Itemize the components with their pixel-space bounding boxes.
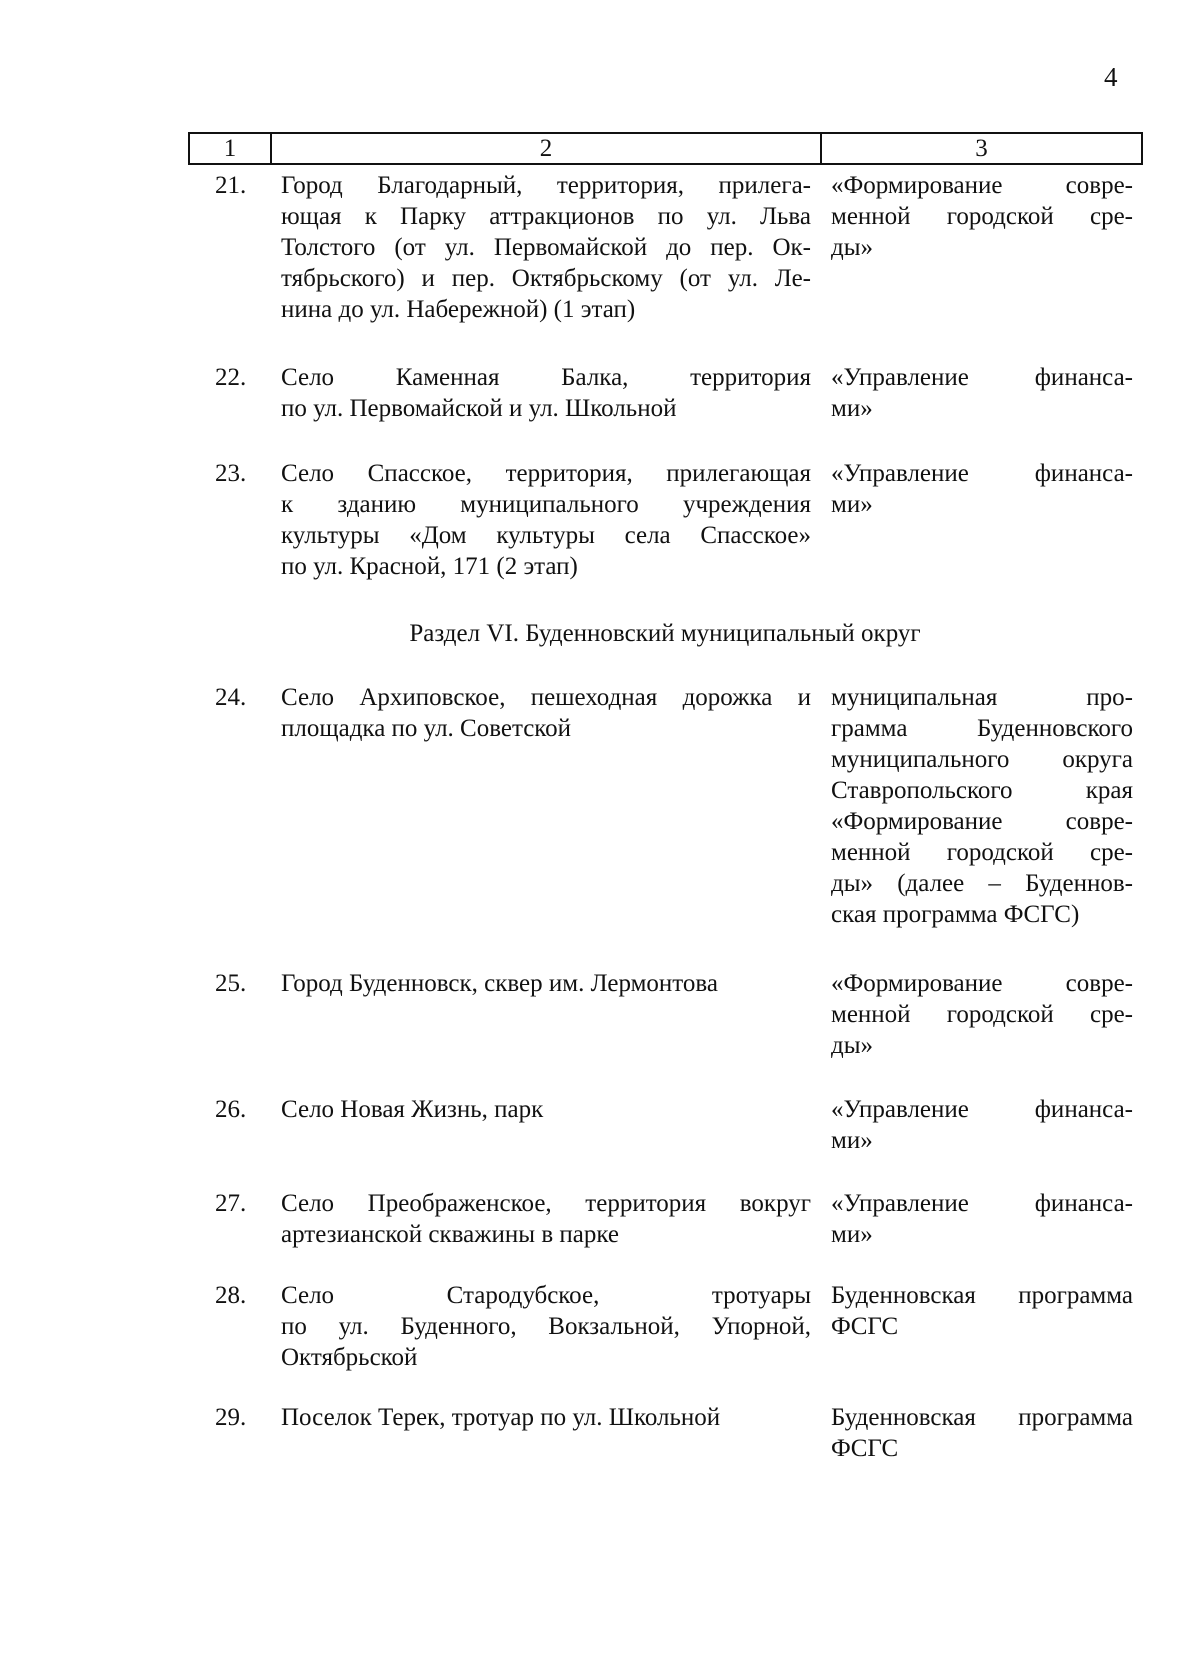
text-line: ды» bbox=[831, 234, 874, 261]
text-line: к зданию муниципального учреждения bbox=[281, 491, 811, 518]
row-program bbox=[831, 1280, 1133, 1342]
row-territory bbox=[281, 968, 811, 999]
text-line: «Управление финанса- bbox=[831, 1190, 1133, 1217]
row-number: 21. bbox=[215, 172, 247, 199]
text-line: муниципальная про- bbox=[831, 684, 1133, 711]
text-line: Город Буденновск, сквер им. Лермонтова bbox=[281, 970, 718, 997]
row-territory bbox=[281, 1402, 811, 1433]
text-line: ФСГС bbox=[831, 1313, 899, 1340]
text-line: Село Преображенское, территория вокруг bbox=[281, 1190, 811, 1217]
column-header-1: 1 bbox=[190, 134, 272, 163]
text-line: площадка по ул. Советской bbox=[281, 715, 572, 742]
text-line: по ул. Красной, 171 (2 этап) bbox=[281, 553, 578, 580]
text-line: Село Новая Жизнь, парк bbox=[281, 1096, 544, 1123]
text-line: Октябрьской bbox=[281, 1344, 418, 1371]
row-territory bbox=[281, 170, 811, 325]
row-territory bbox=[281, 458, 811, 582]
text-line: грамма Буденновского bbox=[831, 715, 1133, 742]
text-line: ми» bbox=[831, 491, 873, 518]
row-number: 22. bbox=[215, 364, 247, 391]
column-header-3: 3 bbox=[975, 135, 988, 162]
row-number: 29. bbox=[215, 1404, 247, 1431]
row-program bbox=[831, 1402, 1133, 1464]
text-line: культуры «Дом культуры села Спасское» bbox=[281, 522, 811, 549]
table-column-header bbox=[188, 132, 1143, 165]
text-line: по ул. Буденного, Вокзальной, Упорной, bbox=[281, 1313, 811, 1340]
row-program bbox=[831, 170, 1133, 263]
row-number: 27. bbox=[215, 1190, 247, 1217]
row-number: 28. bbox=[215, 1282, 247, 1309]
text-line: «Формирование совре- bbox=[831, 808, 1133, 835]
row-program bbox=[831, 362, 1133, 424]
text-line: ская программа ФСГС) bbox=[831, 901, 1080, 928]
text-line: ющая к Парку аттракционов по ул. Льва bbox=[281, 203, 811, 230]
text-line: муниципального округа bbox=[831, 746, 1133, 773]
text-line: Село Спасское, территория, прилегающая bbox=[281, 460, 811, 487]
text-line: Село Каменная Балка, территория bbox=[281, 364, 811, 391]
row-program bbox=[831, 458, 1133, 520]
row-program bbox=[831, 968, 1133, 1061]
text-line: менной городской сре- bbox=[831, 203, 1133, 230]
text-line: ми» bbox=[831, 395, 873, 422]
page-number: 4 bbox=[1104, 62, 1118, 92]
text-line: Село Стародубское, тротуары bbox=[281, 1282, 811, 1309]
row-program bbox=[831, 1094, 1133, 1156]
text-line: нина до ул. Набережной) (1 этап) bbox=[281, 296, 636, 323]
row-territory bbox=[281, 1280, 811, 1373]
row-program bbox=[831, 1188, 1133, 1250]
text-line: «Управление финанса- bbox=[831, 364, 1133, 391]
text-line: ды» (далее – Буденнов- bbox=[831, 870, 1133, 897]
text-line: «Формирование совре- bbox=[831, 970, 1133, 997]
text-line: «Управление финанса- bbox=[831, 460, 1133, 487]
text-line: Ставропольского края bbox=[831, 777, 1133, 804]
text-line: тябрьского) и пер. Октябрьскому (от ул. Ле- bbox=[281, 265, 811, 292]
text-line: артезианской скважины в парке bbox=[281, 1221, 619, 1248]
text-line: Буденновская программа bbox=[831, 1404, 1133, 1431]
text-line: Поселок Терек, тротуар по ул. Школьной bbox=[281, 1404, 721, 1431]
text-line: Город Благодарный, территория, прилега- bbox=[281, 172, 811, 199]
text-line: ды» bbox=[831, 1032, 874, 1059]
text-line: ми» bbox=[831, 1127, 873, 1154]
text-line: по ул. Первомайской и ул. Школьной bbox=[281, 395, 677, 422]
row-territory bbox=[281, 682, 811, 744]
text-line: менной городской сре- bbox=[831, 839, 1133, 866]
text-line: «Управление финанса- bbox=[831, 1096, 1133, 1123]
text-line: менной городской сре- bbox=[831, 1001, 1133, 1028]
section-title: Раздел VI. Буденновский муниципальный округ bbox=[409, 620, 921, 647]
row-number: 23. bbox=[215, 460, 247, 487]
row-number: 26. bbox=[215, 1096, 247, 1123]
text-line: Буденновская программа bbox=[831, 1282, 1133, 1309]
text-line: «Формирование совре- bbox=[831, 172, 1133, 199]
text-line: Село Архиповское, пешеходная дорожка и bbox=[281, 684, 811, 711]
row-program bbox=[831, 682, 1133, 930]
row-number: 25. bbox=[215, 970, 247, 997]
row-territory bbox=[281, 362, 811, 424]
column-header-2: 2 bbox=[272, 134, 822, 163]
row-territory bbox=[281, 1188, 811, 1250]
text-line: ми» bbox=[831, 1221, 873, 1248]
row-number: 24. bbox=[215, 684, 247, 711]
text-line: ФСГС bbox=[831, 1435, 899, 1462]
text-line: Толстого (от ул. Первомайской до пер. Ок- bbox=[281, 234, 811, 261]
row-territory bbox=[281, 1094, 811, 1125]
